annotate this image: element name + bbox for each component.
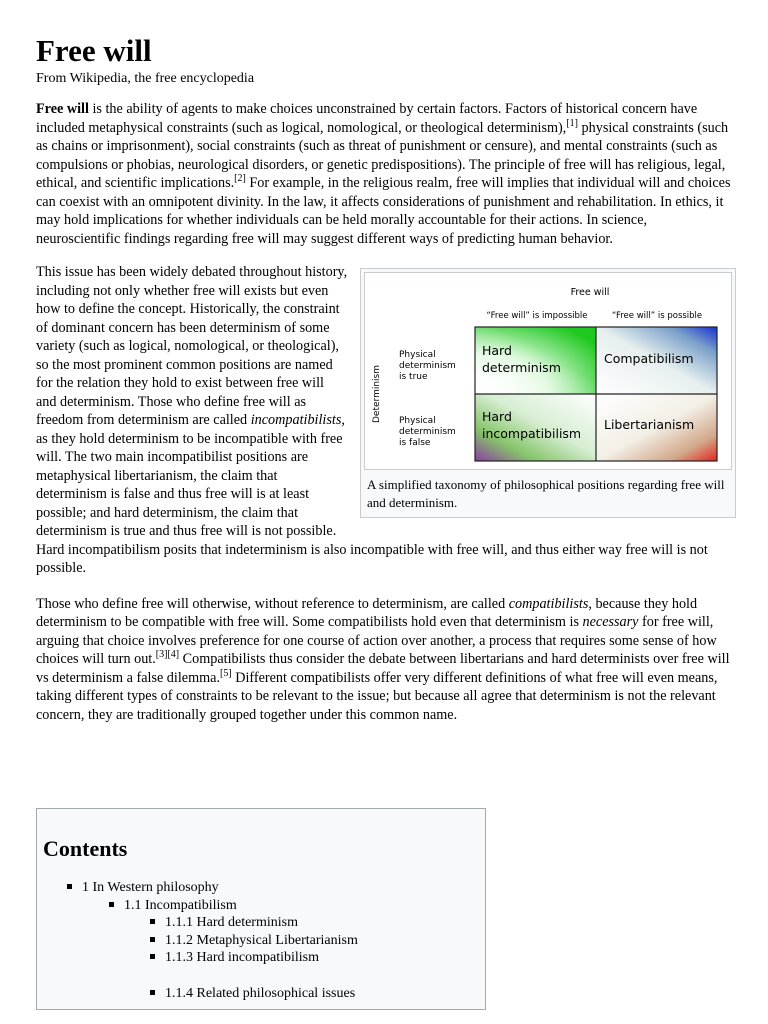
row-label-true: Physical determinism is true [399, 350, 456, 382]
table-of-contents [36, 808, 486, 1010]
bullet-icon [150, 919, 155, 924]
taxonomy-diagram [365, 273, 731, 469]
label-hard-determinism: Hard determinism [482, 343, 561, 375]
toc-heading: Contents [43, 836, 128, 861]
column-header-impossible: “Free will” is impossible [486, 311, 588, 321]
ref-link[interactable]: [5] [220, 667, 232, 679]
bullet-icon [67, 884, 72, 889]
term-necessary: necessary [582, 614, 639, 630]
figure-title: Free will [570, 287, 610, 298]
toc-item[interactable]: 1.1.1 Hard determinism [150, 914, 485, 932]
ref-link[interactable]: [3][4] [155, 649, 180, 660]
term-incompatibilists: incompatibilists [250, 412, 342, 428]
bullet-icon [150, 990, 155, 995]
toc-item[interactable]: 1.1.2 Metaphysical Libertarianism [150, 932, 485, 950]
bullet-icon [150, 937, 155, 942]
intro-bold-term: Free will [36, 101, 89, 117]
toc-item[interactable]: 1.1 Incompatibilism [109, 897, 485, 915]
bullet-icon [150, 954, 155, 959]
row-label-false: Physical determinism is false [399, 416, 456, 448]
section-paragraph-2 [36, 263, 734, 578]
label-hard-incompatibilism: Hard incompatibilism [482, 409, 582, 441]
toc-item[interactable]: 1.1.3 Hard incompatibilism [150, 949, 485, 967]
article [36, 34, 734, 724]
taxonomy-image[interactable] [364, 272, 732, 470]
toc-item[interactable]: 1 In Western philosophy [67, 879, 485, 897]
page-title: Free will [36, 33, 152, 68]
ref-link[interactable]: [1] [566, 117, 578, 129]
toc-item-cut[interactable]: 1.1.4 Related philosophical issues [150, 985, 485, 993]
page-subtitle: From Wikipedia, the free encyclopedia [36, 71, 255, 86]
intro-paragraph: Free will is the ability of agents to make choices unconstrained by certain factors. Factors of historical concern have included metaphysical constraints (such as logical, nomological, or theological determinism),[1] physical constraints (such as chains or imprisonment), social constraints (such as threat of punishment or censure), and mental constraints (such as compulsions or phobias, neurological disorders, or genetic predispositions). The principle of free will has religious, legal, ethical, and scientific implications.[2] For example, in the religious realm, free will implies that individual will and choices can coexist with an omnipotent divinity. In the law, it affects considerations of punishment and rehabilitation. In ethics, it may hold implications for whether individuals can be held morally accountable for their actions. In science, neuroscientific findings regarding free will may suggest different ways of predicting human behavior. [36, 101, 731, 247]
paragraph-2: This issue has been widely debated throughout history, including not only whether free will exists but even how to define the concept. Historically, the constraint of dominant concern has been determinism of some variety (such as logical, nomological, or theological), so the most prominent common positions are named for the relation they hold to exist between free will and determinism. Those who define free will as freedom from determinism are called incompatibilists, as they hold determinism to be incompatible with free will. The two main incompatibilist positions are metaphysical libertarianism, the claim that determinism is false and thus free will is at least possible; and hard determinism, the claim that determinism is true and thus free will is not possible. Hard incompatibilism posits that indeterminism is also incompatible with free will, and thus either way free will is not possible. [36, 264, 708, 576]
label-libertarianism: Libertarianism [604, 417, 695, 432]
ref-link[interactable]: [2] [234, 173, 246, 184]
column-header-possible: “Free will” is possible [611, 311, 703, 321]
label-compatibilism: Compatibilism [604, 351, 694, 366]
paragraph-3: Those who define free will otherwise, without reference to determinism, are called compatibilists, because they hold determinism to be compatible with free will. Some compatibilists hold even that determinism is necessary for free will, arguing that choice involves preference for one course of action over another, a process that requires some sense of how choices will turn out.[3][4] Compatibilists thus consider the debate between libertarians and hard determinists over free will vs determinism a false dilemma.[5] Different compatibilists offer very different definitions of what free will even means, taking different types of constraints to be relevant to the issue; but because all agree that determinism is not the relevant concern, they are traditionally grouped together under this common name. [36, 595, 730, 723]
bullet-icon [109, 902, 114, 907]
taxonomy-figure [360, 268, 736, 518]
figure-caption: A simplified taxonomy of philosophical positions regarding free will and determinism. [367, 477, 725, 510]
toc-list [37, 879, 485, 1001]
axis-label-determinism: Determinism [372, 364, 382, 424]
term-compatibilists: compatibilists [508, 595, 589, 612]
